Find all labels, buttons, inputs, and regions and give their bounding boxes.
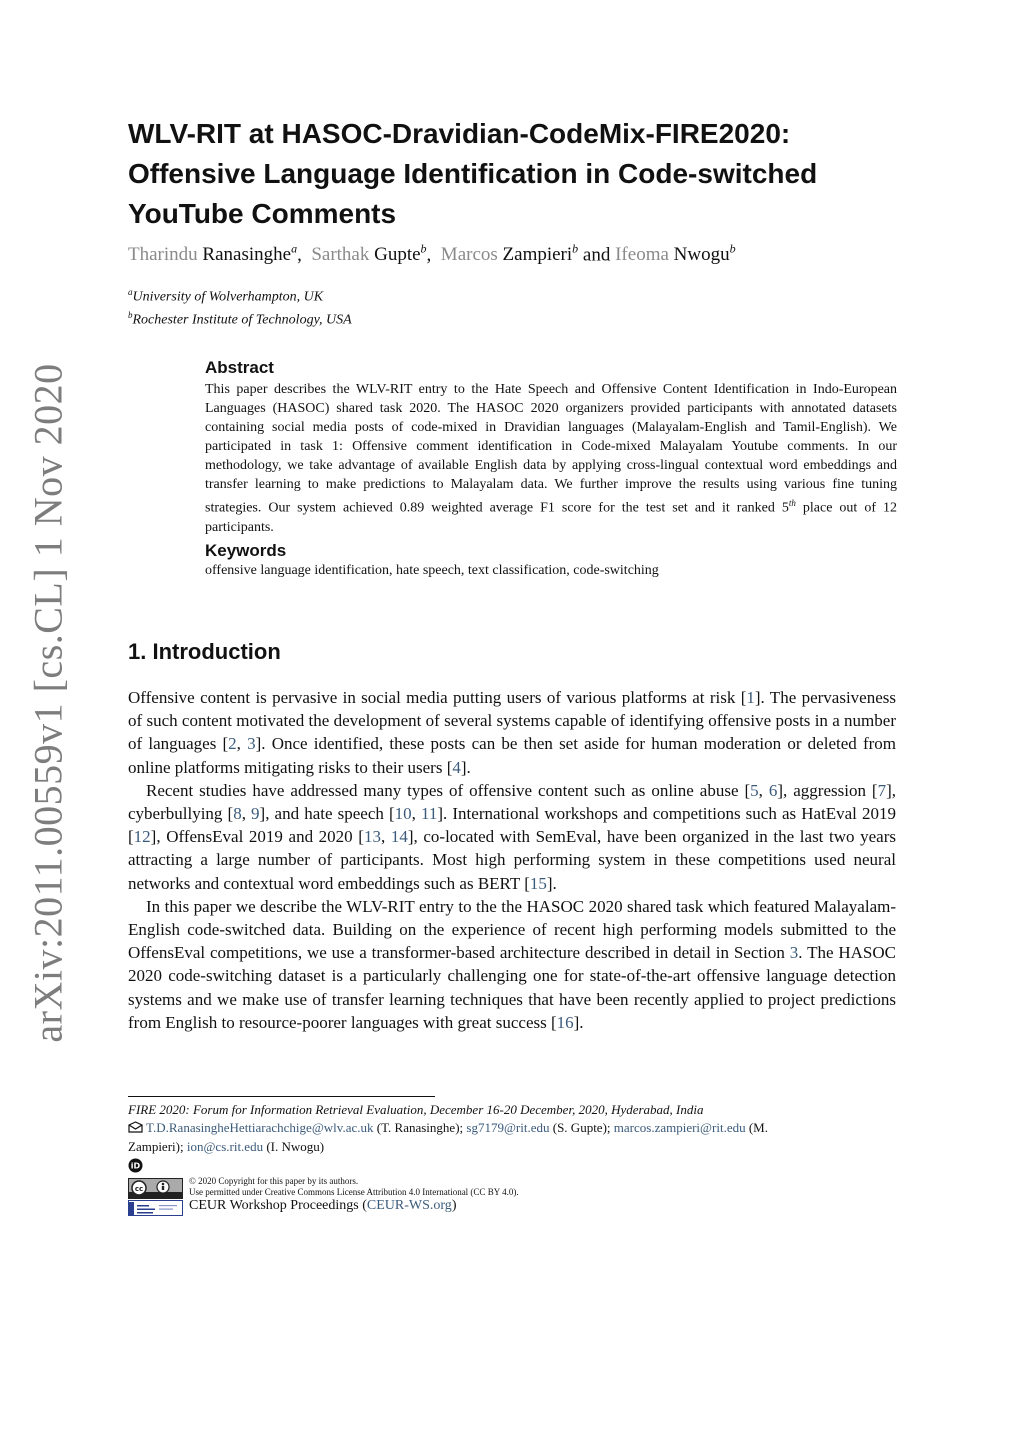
paragraph-text: ], and hate speech [ bbox=[259, 804, 395, 824]
title-line-2: Offensive Language Identification in Code-switched bbox=[128, 158, 818, 189]
ceur-logo-icon bbox=[128, 1200, 183, 1216]
paragraph-text: In this paper we describe the WLV-RIT entry to the the HASOC 2020 shared task which featured Malayalam-English code-switched data. Building on the experience of recent high performing models submitted to the OffensEval competitions, we use a transformer-based architecture described in detail in Section bbox=[128, 896, 896, 963]
keywords-text: offensive language identification, hate speech, text classification, code-switching bbox=[205, 563, 659, 578]
orcid-icon[interactable] bbox=[128, 1158, 143, 1177]
citation-link[interactable]: 6 bbox=[768, 780, 778, 800]
author: Marcos Zampieri$^b$ bbox=[440, 242, 579, 266]
citation-link[interactable]: 5 bbox=[750, 780, 759, 800]
introduction-body bbox=[128, 686, 896, 1034]
envelope-icon bbox=[128, 1121, 143, 1137]
author: Ifeoma Nwogu$^b$ bbox=[615, 242, 736, 266]
email-link[interactable]: T.D.RanasingheHettiarachchige@wlv.ac.uk bbox=[146, 1120, 374, 1135]
title-line-1: WLV-RIT at HASOC-Dravidian-CodeMix-FIRE2020: bbox=[128, 118, 791, 149]
author-list: Tharindu Ranasinghe$^a$, Sarthak Gupte$^b$, Marcos Zampieri$^b$ and Ifeoma Nwogu$^b$ bbox=[128, 242, 736, 266]
footnote-emails: T.D.RanasingheHettiarachchige@wlv.ac.uk (T. Ranasinghe); sg7179@rit.edu (S. Gupte); marcos.zampieri@rit.edu (M. bbox=[128, 1120, 768, 1137]
ceur-link[interactable]: CEUR-WS.org bbox=[366, 1198, 452, 1213]
email-link[interactable]: ion@cs.rit.edu bbox=[186, 1139, 264, 1154]
svg-text:cc: cc bbox=[134, 1185, 144, 1193]
copyright-line: © 2020 Copyright for this paper by its authors. bbox=[189, 1176, 359, 1186]
citation-link[interactable]: 1 bbox=[746, 688, 755, 707]
arxiv-side-stamp bbox=[14, 360, 82, 1045]
paragraph bbox=[128, 895, 896, 1034]
title-line-3: YouTube Comments bbox=[128, 198, 397, 229]
affiliation: $^a$University of Wolverhampton, UK bbox=[128, 287, 324, 305]
citation-link[interactable]: 14 bbox=[390, 827, 408, 847]
citation-link[interactable]: 16 bbox=[556, 1012, 574, 1032]
paragraph-text: ], cyberbullying [ bbox=[128, 780, 896, 824]
paper-title bbox=[128, 114, 908, 234]
citation-link[interactable]: 8 bbox=[233, 804, 242, 824]
license-line: Use permitted under Creative Commons License Attribution 4.0 International (CC BY 4.0). bbox=[189, 1187, 519, 1197]
footnote-emails-continued: Zampieri); ion@cs.rit.edu (I. Nwogu) bbox=[128, 1139, 325, 1154]
paragraph-text: ], co-located with SemEval, have been organized in the last two years attracting a large number of participants. Most high performing system in these competitions used neural networks and contextual word embeddings such as BERT [ bbox=[128, 827, 896, 893]
citation-link[interactable]: 15 bbox=[529, 873, 547, 893]
citation-link[interactable]: 11 bbox=[421, 804, 438, 824]
citation-link[interactable]: 13 bbox=[363, 827, 381, 847]
paragraph-text: ]. Once identified, these posts can be then set aside for human moderation or deleted from online platforms mitigating risks to their users [ bbox=[128, 734, 896, 777]
paragraph-text: ]. The pervasiveness of such content motivated the development of several systems capable of identifying offensive posts in a number of languages [ bbox=[128, 688, 896, 754]
citation-link[interactable]: 10 bbox=[394, 804, 412, 824]
paragraph-text: ]. International workshops and competitions such as HatEval 2019 [ bbox=[128, 804, 897, 847]
paragraph-text: ]. bbox=[460, 757, 471, 777]
keywords-heading: Keywords bbox=[205, 541, 287, 560]
svg-text:iD: iD bbox=[130, 1161, 141, 1171]
cc-by-badge-icon bbox=[128, 1178, 183, 1199]
citation-link[interactable]: 12 bbox=[133, 827, 151, 847]
paragraph-text: ]. bbox=[573, 1012, 584, 1032]
arxiv-stamp-text: arXiv:2011.00559v1 [cs.CL] 1 Nov 2020 bbox=[25, 362, 71, 1043]
paragraph-text: Recent studies have addressed many types of offensive content such as online abuse [ bbox=[146, 780, 751, 800]
footnote-venue: FIRE 2020: Forum for Information Retrieval Evaluation, December 16-20 December, 2020, Hyderabad, India bbox=[128, 1102, 704, 1117]
affiliation: $^b$Rochester Institute of Technology, USA bbox=[128, 310, 352, 328]
paragraph-text: , bbox=[236, 734, 248, 754]
citation-link[interactable]: 7 bbox=[877, 780, 887, 800]
paragraph-text: , bbox=[411, 804, 421, 824]
paragraph bbox=[128, 686, 896, 779]
citation-link[interactable]: 3 bbox=[789, 943, 799, 963]
paragraph-text: , bbox=[241, 804, 252, 824]
paragraph-text: . The HASOC 2020 code-switching dataset is a particularly challenging one for state-of-the-art offensive language detection systems and we make use of transfer learning techniques that have been recently applied to project predictions from English to resource-poorer languages with great success [ bbox=[128, 943, 897, 1032]
paragraph bbox=[128, 779, 896, 895]
section-heading-introduction: 1. Introduction bbox=[128, 639, 281, 664]
citation-link[interactable]: 9 bbox=[251, 804, 260, 824]
paragraph-text: ]. bbox=[546, 873, 557, 893]
abstract-text: This paper describes the WLV-RIT entry to the Hate Speech and Offensive Content Identification in Indo-European Languages (HASOC) shared task 2020. The HASOC 2020 organizers provided participants with annotated datasets containing social media posts of code-mixed in Dravidian languages (Malayalam-English and Tamil-English). We participated in task 1: Offensive comment identification in Code-mixed Malayalam Youtube comments. In our methodology, we take advantage of available English data by applying cross-lingual contextual word embeddings and transfer learning to make predictions to Malayalam data. We further improve the results using various fine tuning strategies. Our system achieved 0.89 weighted average F1 score for the test set and it ranked 5th place out of 12 participants. bbox=[205, 382, 897, 535]
footnote-divider bbox=[128, 1096, 435, 1097]
author: Sarthak Gupte$^b$ bbox=[311, 242, 427, 266]
paragraph-text: ], OffensEval 2019 and 2020 [ bbox=[150, 827, 364, 847]
abstract-heading: Abstract bbox=[205, 358, 274, 377]
author: Tharindu Ranasinghe$^a$ bbox=[128, 242, 298, 266]
paragraph-text: , bbox=[380, 827, 391, 847]
paragraph-text: Offensive content is pervasive in social media putting users of various platforms at risk [ bbox=[128, 688, 747, 707]
email-link[interactable]: marcos.zampieri@rit.edu bbox=[613, 1120, 746, 1135]
paragraph-text: , bbox=[758, 780, 769, 800]
citation-link[interactable]: 2 bbox=[228, 734, 237, 754]
citation-link[interactable]: 3 bbox=[247, 734, 256, 754]
citation-link[interactable]: 4 bbox=[452, 757, 461, 777]
ceur-proceedings: CEUR Workshop Proceedings (CEUR-WS.org) bbox=[189, 1198, 457, 1213]
email-link[interactable]: sg7179@rit.edu bbox=[466, 1120, 550, 1135]
paragraph-text: ], aggression [ bbox=[777, 780, 878, 800]
